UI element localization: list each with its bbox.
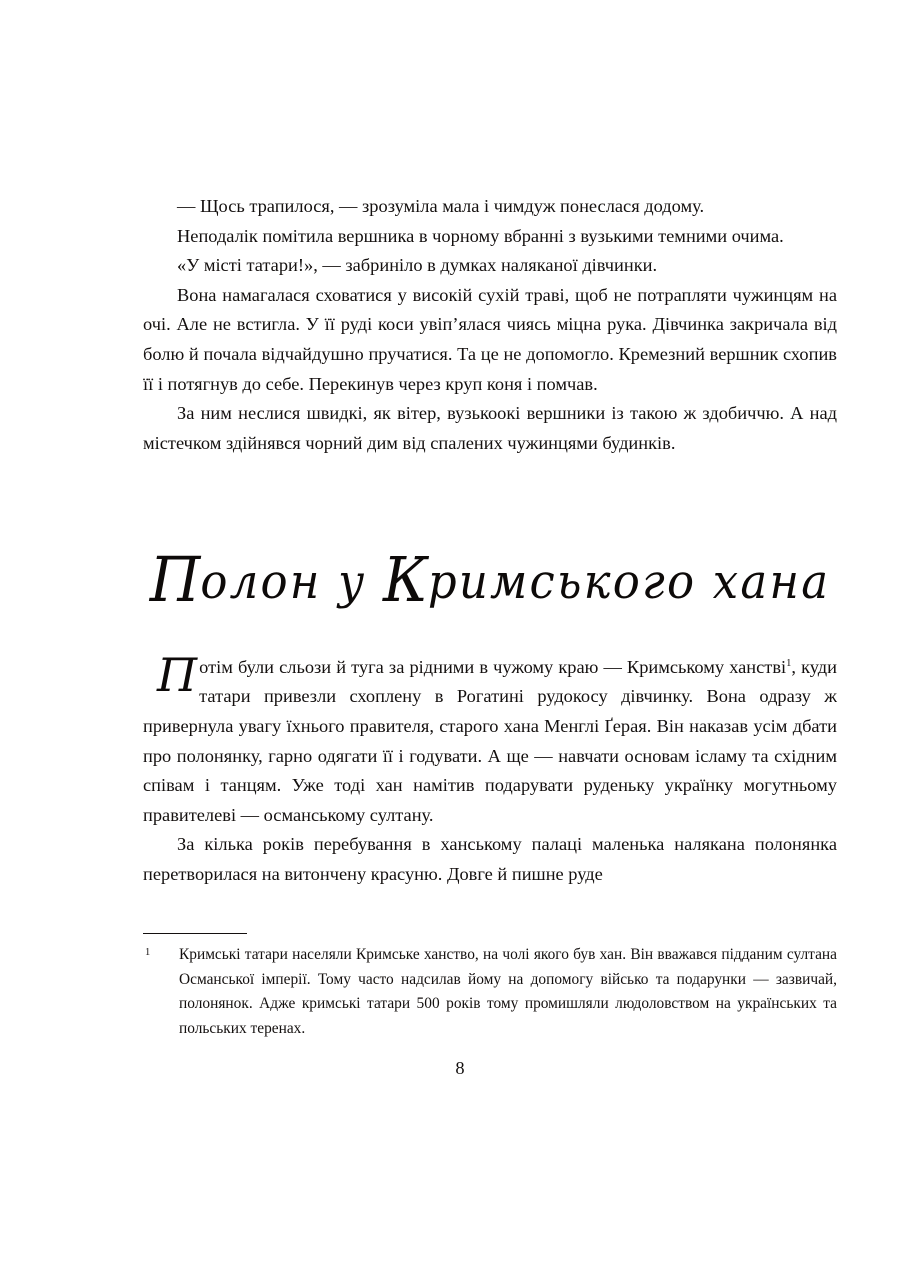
footnote-reference-marker[interactable]: 1 xyxy=(786,657,792,669)
heading-spacer-bottom xyxy=(143,607,837,653)
page-text-block xyxy=(143,192,837,890)
paragraph-5: За ним неслися швидкі, як вітер, вузькоокі вершники із такою ж здобиччю. А над містечком здійнявся чорний дим від спалених чужинцями будинків. xyxy=(143,403,837,453)
chapter-heading-cap-p: П xyxy=(149,544,201,617)
paragraph-6-text-b: , куди татари привезли схоплену в Рогатині рудокосу дівчинку. Вона одразу ж привернула увагу їхнього правителя, старого хана Менглі Ґерая. Він наказав усім дбати про полонянку, гарно одягати її і годувати. А ще — навчати основам ісламу та східним співам і танцям. Уже тоді хан намітив подарувати руденьку українку могутньому правителеві — османському султану. xyxy=(143,656,837,825)
chapter-heading-cap-k: К xyxy=(382,544,428,617)
footnote-number: 1 xyxy=(145,947,151,958)
paragraph-6-text-a: отім були сльози й туга за рідними в чужому краю — Кримському ханстві xyxy=(199,656,787,677)
page-number: 8 xyxy=(455,1058,465,1078)
heading-spacer-top xyxy=(143,458,837,554)
footnote-separator-rule xyxy=(143,933,247,934)
paragraph-6 xyxy=(143,647,837,831)
paragraph-1: — Щось трапилося, — зрозуміла мала і чимдуж понеслася додому. xyxy=(177,196,705,216)
paragraph-7: За кілька років перебування в ханському палаці маленька налякана полонянка перетворилася на витончену красуню. Довге й пишне руде xyxy=(143,834,837,884)
paragraph-4: Вона намагалася сховатися у високій сухій траві, щоб не потрапляти чужинцям на очі. Але не встигла. У її руді коси увіп’ялася чиясь міцна рука. Дівчинка закричала від болю й почала відчайдушно пручатися. Та це не допомогло. Кремезний вершник схопив її і потягнув до себе. Перекинув через круп коня і помчав. xyxy=(143,284,837,394)
paragraph-2: Неподалік помітила вершника в чорному вбранні з вузькими темними очима. xyxy=(177,225,784,246)
footnote-entry xyxy=(143,943,837,1041)
chapter-heading-part-2: римського хана xyxy=(427,553,831,611)
paragraph-3: «У місті татари!», — забриніло в думках наляканої дівчинки. xyxy=(177,255,658,276)
footnote-block xyxy=(143,933,837,1041)
footnote-text: Кримські татари населяли Кримське ханство, на чолі якого був хан. Він вважався підданим султана Османської імперії. Тому часто надсилав йому на допомогу військо та подарунки — зазвичай, полонянок. Адже кримські татари 500 років тому промишляли людоловством на українських та польських теренах. xyxy=(179,946,837,1037)
drop-cap: П xyxy=(157,647,198,702)
chapter-heading xyxy=(143,544,837,617)
chapter-heading-part-1: олон у xyxy=(200,553,383,611)
